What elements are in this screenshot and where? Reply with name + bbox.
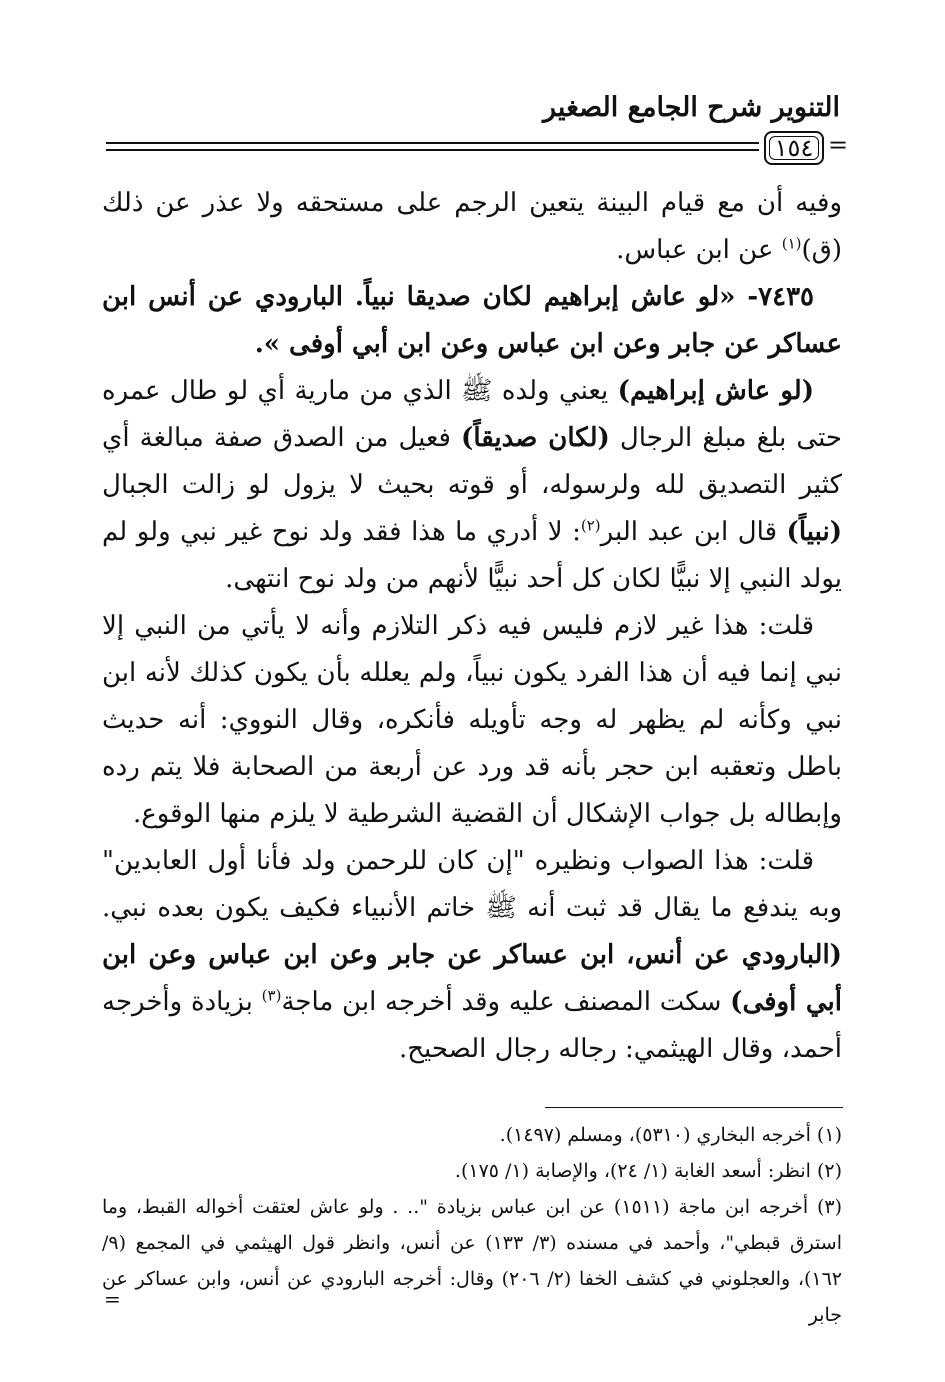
footnote-ref-3: (٣) (261, 986, 282, 1005)
page-number-text: ١٥٤ (774, 134, 814, 162)
paragraph-4: قلت: هذا غير لازم فليس فيه ذكر التلازم وأنه لا يأتي من النبي إلا نبي إنما فيه أن هذا الفرد يكون نبياً، ولم يعلله بأن يكون كذلك لأنه ابن نبي وكأنه لم يظهر له وجه تأويله فأنكره، وقال النووي: أنه حديث باطل وتعقبه ابن حجر بأنه قد ورد عن أربعة من الصحابة فلا يتم رده وإبطاله بل جواب الإشكال أن القضية الشرطية لا يلزم منها الوقوع. (102, 611, 842, 829)
paragraph-text: عن ابن عباس. (616, 235, 782, 265)
page-number (764, 131, 824, 165)
paragraph-text: يعني ولده ﷺ الذي من مارية أي لو طال عمره حتى بلغ مبلغ الرجال (102, 376, 842, 453)
footnote-3: (٣) أخرجه ابن ماجة (١٥١١) عن ابن عباس بزيادة ".. . ولو عاش لعتقت أخواله القبط، وما استرق قبطي"، وأحمد في مسنده (٣/ ١٣٣) عن أنس، وانظر قول الهيثمي في المجمع (٩/ ١٦٢)، والعجلوني في كشف الخفا (٢/ ٢٠٦) وقال: أخرجه البارودي عن أنس، وابن عساكر عن جابر (102, 1196, 842, 1326)
quoted-phrase: (لو عاش إبراهيم) (617, 376, 814, 406)
running-title: التنوير شرح الجامع الصغير (543, 92, 840, 123)
paragraph-text: سكت المصنف عليه وقد أخرجه ابن ماجة (281, 987, 731, 1017)
paragraph-1 (102, 180, 842, 274)
footnote-ref-2: (٢) (580, 516, 601, 535)
continuation-mark: = (104, 1287, 121, 1311)
footnote-separator (545, 1107, 843, 1108)
header-rule (106, 149, 759, 151)
quoted-phrase: (البارودي عن أنس، ابن عساكر عن جابر وعن ابن عباس وعن ابن أبي أوفى) (102, 940, 842, 1017)
paragraph-text: قلت: هذا الصواب ونظيره "إن كان للرحمن ولد فأنا أول العابدين" وبه يندفع ما يقال قد ثبت أنه ﷺ خاتم الأنبياء فكيف يكون بعده نبي. (102, 846, 842, 923)
paragraph-text: فعيل من الصدق صفة مبالغة أي كثير التصديق لله ولرسوله، أو قوته بحيث لا يزول لو زالت الجبال (102, 423, 842, 500)
header-rule (106, 142, 759, 144)
paragraph-text: : لا أدري ما هذا فقد ولد نوح غير نبي ولو لم يولد النبي إلا نبيًّا لكان كل أحد نبيًّا لأنهم من ولد نوح انتهى. (102, 517, 842, 594)
paragraph-3 (102, 368, 842, 603)
paragraph-text: قال ابن عبد البر (600, 517, 787, 547)
main-text (102, 180, 842, 1073)
footnote-2: (٢) انظر: أسعد الغابة (١/ ٢٤)، والإصابة (١/ ١٧٥). (454, 1160, 842, 1182)
paragraph-text: بزيادة وأخرجه أحمد، وقال الهيثمي: رجاله رجال الصحيح. (102, 987, 842, 1064)
header-edge-mark: = (828, 131, 849, 159)
paragraph-text: وفيه أن مع قيام البينة يتعين الرجم على مستحقه ولا عذر عن ذلك (ق) (102, 188, 842, 265)
footnote-1: (١) أخرجه البخاري (٥٣١٠)، ومسلم (١٤٩٧). (499, 1124, 842, 1146)
hadith-7435: ٧٤٣٥- «لو عاش إبراهيم لكان صديقا نبياً. البارودي عن أنس ابن عساكر عن جابر وعن ابن عباس وعن ابن أبي أوفى ». (102, 282, 842, 359)
footnotes (102, 1117, 842, 1333)
paragraph-5 (102, 838, 842, 1073)
quoted-phrase: (لكان صديقاً) (461, 423, 610, 453)
footnote-ref-1: (١) (781, 234, 802, 253)
quoted-phrase: (نبياً) (786, 517, 842, 547)
